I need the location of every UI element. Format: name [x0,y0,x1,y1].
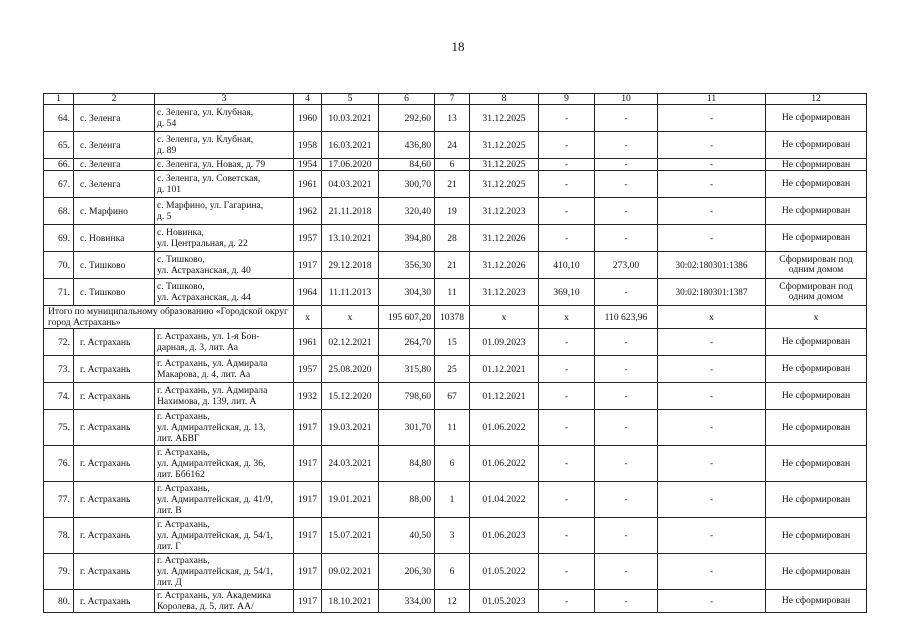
column-9-cell: - [539,410,595,446]
date-cell: 10.03.2021 [322,105,379,132]
row-number: 64. [44,105,74,132]
column-10-cell: - [595,446,658,482]
deadline-cell: 01.06.2022 [470,446,539,482]
date-cell: 09.02.2021 [322,554,379,590]
area-cell: 394,80 [379,225,435,252]
date-cell: 15.07.2021 [322,518,379,554]
land-status-cell: Не сформирован [766,590,867,613]
deadline-cell: 01.05.2023 [470,590,539,613]
row-number: 76. [44,446,74,482]
column-10-cell: - [595,329,658,356]
column-10-cell: - [595,198,658,225]
table-body [44,94,867,613]
deadline-cell: 31.12.2025 [470,132,539,159]
address-cell [155,279,294,306]
column-9-cell: - [539,225,595,252]
land-status-cell: Не сформирован [766,198,867,225]
residents-cell: 6 [435,554,470,590]
deadline-cell: 31.12.2026 [470,252,539,279]
row-number: 65. [44,132,74,159]
column-9-cell: - [539,356,595,383]
year-cell: 1917 [294,518,322,554]
column-header: 8 [470,94,539,105]
address-line: д. 101 [157,184,182,195]
locality-cell: г. Астрахань [74,590,155,613]
locality-cell: г. Астрахань [74,329,155,356]
area-cell: 84,60 [379,159,435,171]
column-9-cell: 369,10 [539,279,595,306]
deadline-cell: 01.06.2022 [470,410,539,446]
locality-cell: г. Астрахань [74,482,155,518]
address-cell [155,225,294,252]
year-cell: 1917 [294,554,322,590]
date-cell: 16.03.2021 [322,132,379,159]
residents-cell: 6 [435,446,470,482]
address-line: г. Астрахань, [157,447,210,458]
column-header: 10 [595,94,658,105]
total-column-9-cell: x [539,306,595,329]
residents-cell: 28 [435,225,470,252]
area-cell: 301,70 [379,410,435,446]
column-10-cell: - [595,105,658,132]
deadline-cell: 01.12.2021 [470,383,539,410]
address-line: с. Новинка, [157,227,204,238]
deadline-cell: 01.04.2022 [470,482,539,518]
cadastral-number-cell: - [658,171,766,198]
address-line: г. Астрахань, ул. 1-я Бон- [157,331,260,342]
date-cell: 17.06.2020 [322,159,379,171]
column-10-cell: - [595,225,658,252]
address-line: ул. Центральная, д. 22 [157,238,248,249]
address-cell [155,171,294,198]
residents-cell: 24 [435,132,470,159]
area-cell: 264,70 [379,329,435,356]
column-9-cell: - [539,171,595,198]
row-number: 66. [44,159,74,171]
column-9-cell: - [539,482,595,518]
land-status-cell: Не сформирован [766,554,867,590]
address-line: д. 89 [157,145,177,156]
deadline-cell: 31.12.2023 [470,279,539,306]
residents-cell: 3 [435,518,470,554]
total-column-10-cell: 110 623,96 [595,306,658,329]
land-status-cell: Не сформирован [766,159,867,171]
row-number: 79. [44,554,74,590]
column-9-cell: - [539,590,595,613]
cadastral-number-cell: - [658,482,766,518]
deadline-cell: 31.12.2023 [470,198,539,225]
cadastral-number-cell: - [658,329,766,356]
total-year-cell: x [294,306,322,329]
column-9-cell: - [539,132,595,159]
address-line: д. 54 [157,118,177,129]
locality-cell: с. Тишково [74,279,155,306]
address-cell [155,554,294,590]
land-status-cell: Не сформирован [766,105,867,132]
address-line: с. Тишково, [157,281,205,292]
residents-cell: 19 [435,198,470,225]
locality-cell: с. Зеленга [74,132,155,159]
cadastral-number-cell: - [658,383,766,410]
date-cell: 29.12.2018 [322,252,379,279]
address-line: с. Зеленга, ул. Клубная, [157,107,254,118]
locality-cell: г. Астрахань [74,383,155,410]
row-number: 74. [44,383,74,410]
address-line: г. Астрахань, ул. Адмирала [157,385,268,396]
land-status-cell: Не сформирован [766,410,867,446]
column-9-cell: - [539,329,595,356]
cadastral-number-cell: 30:02:180301:1387 [658,279,766,306]
year-cell: 1961 [294,329,322,356]
address-line: лит. В [157,505,182,516]
row-number: 71. [44,279,74,306]
address-line: с. Марфино, ул. Гагарина, [157,200,264,211]
address-line: Нахимова, д. 139, лит. А [157,396,257,407]
date-cell: 19.01.2021 [322,482,379,518]
deadline-cell: 01.12.2021 [470,356,539,383]
land-status-cell: Не сформирован [766,329,867,356]
table-row [44,132,867,159]
area-cell: 334,00 [379,590,435,613]
column-10-cell: - [595,590,658,613]
year-cell: 1932 [294,383,322,410]
row-number: 68. [44,198,74,225]
table-row [44,105,867,132]
address-cell [155,132,294,159]
area-cell: 315,80 [379,356,435,383]
residents-cell: 67 [435,383,470,410]
table-row [44,482,867,518]
address-cell [155,383,294,410]
deadline-cell: 01.05.2022 [470,554,539,590]
column-header: 6 [379,94,435,105]
address-line: Макарова, д. 4, лит. Аа [157,369,251,380]
locality-cell: с. Новинка [74,225,155,252]
address-line: г. Астрахань, [157,411,210,422]
total-date-cell: x [322,306,379,329]
area-cell: 304,30 [379,279,435,306]
column-10-cell: 273,00 [595,252,658,279]
total-column-11-cell: x [658,306,766,329]
area-cell: 292,60 [379,105,435,132]
land-status-cell: Не сформирован [766,482,867,518]
residents-cell: 12 [435,590,470,613]
year-cell: 1954 [294,159,322,171]
residents-cell: 11 [435,410,470,446]
column-10-cell: - [595,356,658,383]
area-cell: 798,60 [379,383,435,410]
year-cell: 1957 [294,225,322,252]
address-line: д. 5 [157,211,172,222]
cadastral-number-cell: - [658,554,766,590]
address-line: ул. Адмиралтейская, д. 41/9, [157,494,273,505]
table-row [44,356,867,383]
land-status-cell: Сформирован под одним домом [766,279,867,306]
table-row [44,329,867,356]
cadastral-number-cell: - [658,356,766,383]
row-number: 69. [44,225,74,252]
column-9-cell: - [539,446,595,482]
column-9-cell: - [539,105,595,132]
row-number: 72. [44,329,74,356]
address-line: ул. Астраханская, д. 44 [157,292,251,303]
locality-cell: с. Тишково [74,252,155,279]
cadastral-number-cell: - [658,105,766,132]
column-9-cell: - [539,518,595,554]
column-header: 12 [766,94,867,105]
year-cell: 1917 [294,410,322,446]
year-cell: 1960 [294,105,322,132]
table-row [44,225,867,252]
residents-cell: 21 [435,252,470,279]
address-line: г. Астрахань, ул. Академика [157,590,271,601]
area-cell: 436,80 [379,132,435,159]
column-header: 7 [435,94,470,105]
deadline-cell: 31.12.2025 [470,105,539,132]
residents-cell: 15 [435,329,470,356]
address-line: Королева, д. 5, лит. АА/ [157,601,254,612]
land-status-cell: Не сформирован [766,225,867,252]
year-cell: 1917 [294,482,322,518]
year-cell: 1958 [294,132,322,159]
address-line: г. Астрахань, ул. Адмирала [157,358,268,369]
row-number: 78. [44,518,74,554]
land-status-cell: Сформирован под одним домом [766,252,867,279]
date-cell: 13.10.2021 [322,225,379,252]
year-cell: 1917 [294,590,322,613]
date-cell: 18.10.2021 [322,590,379,613]
land-status-cell: Не сформирован [766,171,867,198]
total-row [44,306,867,329]
cadastral-number-cell: - [658,198,766,225]
date-cell: 02.12.2021 [322,329,379,356]
table-row [44,252,867,279]
address-line: с. Зеленга, ул. Новая, д. 79 [157,159,266,170]
column-10-cell: - [595,171,658,198]
land-status-cell: Не сформирован [766,446,867,482]
address-cell [155,518,294,554]
table-row [44,198,867,225]
address-cell [155,105,294,132]
total-residents-cell: 10378 [435,306,470,329]
column-9-cell: - [539,554,595,590]
year-cell: 1917 [294,446,322,482]
column-header: 2 [74,94,155,105]
deadline-cell: 31.12.2025 [470,159,539,171]
column-9-cell: - [539,198,595,225]
cadastral-number-cell: - [658,518,766,554]
locality-cell: г. Астрахань [74,410,155,446]
page-number: 18 [451,39,465,54]
year-cell: 1917 [294,252,322,279]
address-cell [155,159,294,171]
address-line: ул. Астраханская, д. 40 [157,265,251,276]
column-10-cell: - [595,410,658,446]
year-cell: 1961 [294,171,322,198]
deadline-cell: 31.12.2025 [470,171,539,198]
locality-cell: г. Астрахань [74,446,155,482]
address-line: г. Астрахань, [157,519,210,530]
column-10-cell: - [595,518,658,554]
land-status-cell: Не сформирован [766,518,867,554]
date-cell: 24.03.2021 [322,446,379,482]
address-line: ул. Адмиралтейская, д. 13, [157,422,266,433]
table-row [44,554,867,590]
cadastral-number-cell: - [658,590,766,613]
address-line: дарная, д. 3, лит. Аа [157,342,239,353]
area-cell: 356,30 [379,252,435,279]
address-cell [155,198,294,225]
column-10-cell: - [595,482,658,518]
table-row [44,383,867,410]
cadastral-number-cell: - [658,410,766,446]
locality-cell: с. Зеленга [74,159,155,171]
address-line: ул. Адмиралтейская, д. 36, [157,458,266,469]
address-cell [155,356,294,383]
address-line: г. Астрахань, [157,483,210,494]
date-cell: 25.08.2020 [322,356,379,383]
area-cell: 40,50 [379,518,435,554]
table-row [44,446,867,482]
year-cell: 1962 [294,198,322,225]
column-number-row [44,94,867,105]
cadastral-number-cell: - [658,225,766,252]
address-line: лит. Д [157,577,182,588]
address-cell [155,482,294,518]
total-column-12-cell: x [766,306,867,329]
locality-cell: с. Зеленга [74,105,155,132]
column-10-cell: - [595,279,658,306]
table-row [44,279,867,306]
table-row [44,410,867,446]
column-10-cell: - [595,383,658,410]
date-cell: 15.12.2020 [322,383,379,410]
address-cell [155,252,294,279]
residents-cell: 25 [435,356,470,383]
cadastral-number-cell: 30:02:180301:1386 [658,252,766,279]
row-number: 75. [44,410,74,446]
residents-cell: 11 [435,279,470,306]
total-label: Итого по муниципальному образованию «Городской округ город Астрахань» [44,306,294,329]
address-line: с. Зеленга, ул. Клубная, [157,134,254,145]
address-cell [155,329,294,356]
column-header: 5 [322,94,379,105]
column-header: 11 [658,94,766,105]
address-line: г. Астрахань, [157,555,210,566]
address-line: лит. Г [157,541,181,552]
residents-cell: 13 [435,105,470,132]
table-row [44,159,867,171]
table-row [44,518,867,554]
address-line: с. Зеленга, ул. Советская, [157,173,261,184]
area-cell: 88,00 [379,482,435,518]
year-cell: 1964 [294,279,322,306]
row-number: 73. [44,356,74,383]
address-line: ул. Адмиралтейская, д. 54/1, [157,566,273,577]
date-cell: 04.03.2021 [322,171,379,198]
address-line: лит. АБВГ [157,433,200,444]
total-deadline-cell: x [470,306,539,329]
deadline-cell: 31.12.2026 [470,225,539,252]
land-status-cell: Не сформирован [766,132,867,159]
area-cell: 300,70 [379,171,435,198]
address-line: с. Тишково, [157,254,205,265]
residents-cell: 6 [435,159,470,171]
column-header: 3 [155,94,294,105]
row-number: 77. [44,482,74,518]
column-header: 9 [539,94,595,105]
row-number: 70. [44,252,74,279]
column-9-cell: - [539,383,595,410]
area-cell: 206,30 [379,554,435,590]
column-9-cell: - [539,159,595,171]
year-cell: 1957 [294,356,322,383]
date-cell: 19.03.2021 [322,410,379,446]
address-cell [155,410,294,446]
row-number: 80. [44,590,74,613]
address-line: ул. Адмиралтейская, д. 54/1, [157,530,273,541]
table-row [44,590,867,613]
date-cell: 11.11.2013 [322,279,379,306]
residents-cell: 21 [435,171,470,198]
area-cell: 84,80 [379,446,435,482]
locality-cell: г. Астрахань [74,356,155,383]
residents-cell: 1 [435,482,470,518]
column-header: 4 [294,94,322,105]
address-cell [155,446,294,482]
locality-cell: г. Астрахань [74,554,155,590]
land-status-cell: Не сформирован [766,383,867,410]
row-number: 67. [44,171,74,198]
deadline-cell: 01.06.2023 [470,518,539,554]
land-status-cell: Не сформирован [766,356,867,383]
column-10-cell: - [595,159,658,171]
locality-cell: с. Марфино [74,198,155,225]
locality-cell: с. Зеленга [74,171,155,198]
locality-cell: г. Астрахань [74,518,155,554]
column-9-cell: 410,10 [539,252,595,279]
total-area-cell: 195 607,20 [379,306,435,329]
address-line: лит. Бб6162 [157,469,205,480]
address-cell [155,590,294,613]
deadline-cell: 01.09.2023 [470,329,539,356]
cadastral-number-cell: - [658,132,766,159]
column-10-cell: - [595,554,658,590]
table-row [44,171,867,198]
housing-registry-table [43,93,867,613]
cadastral-number-cell: - [658,159,766,171]
cadastral-number-cell: - [658,446,766,482]
column-header: 1 [44,94,74,105]
date-cell: 21.11.2018 [322,198,379,225]
column-10-cell: - [595,132,658,159]
area-cell: 320,40 [379,198,435,225]
